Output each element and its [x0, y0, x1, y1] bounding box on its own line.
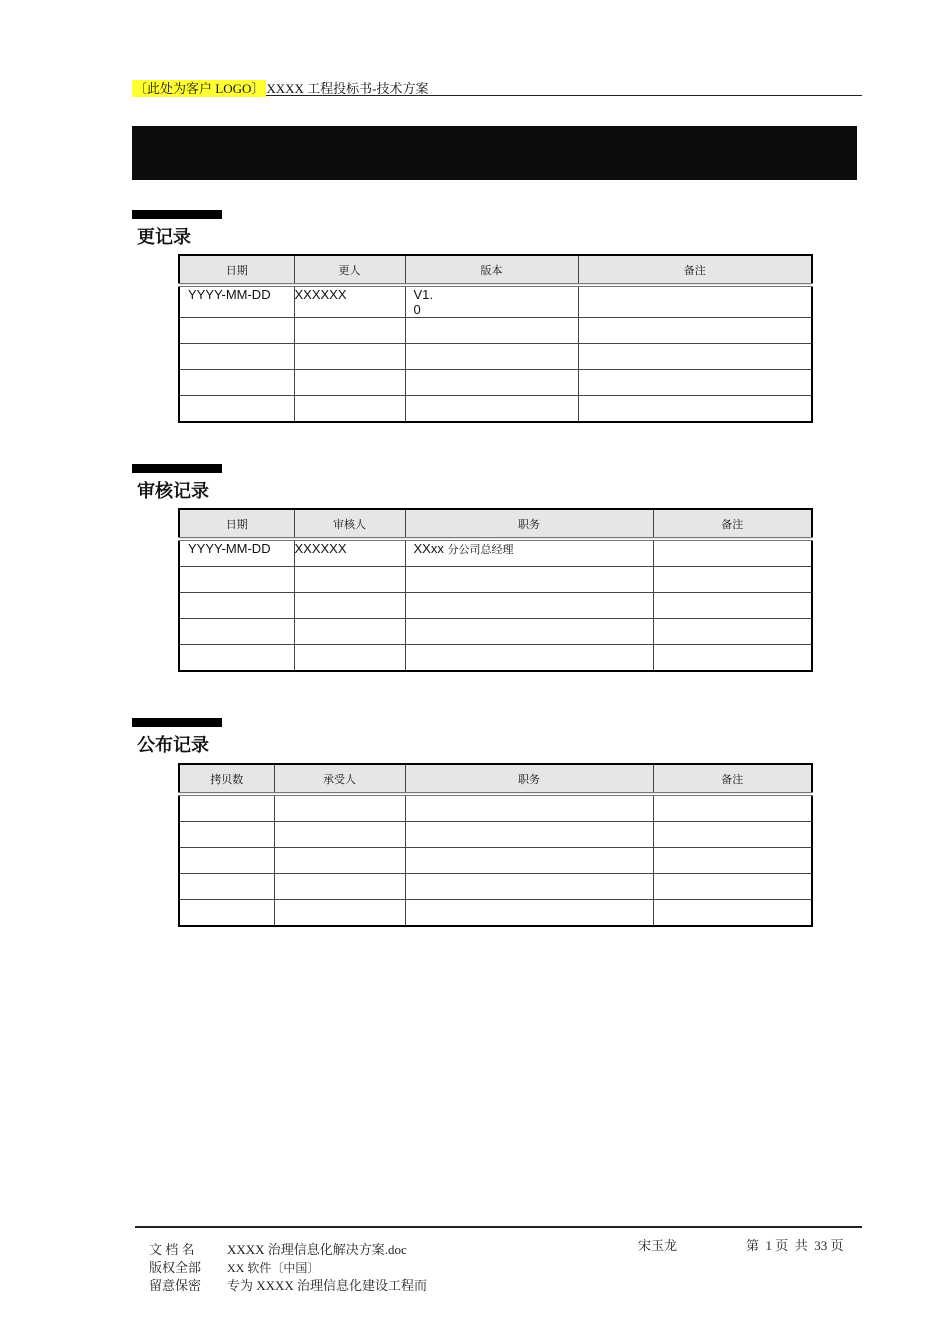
- copyright-value: XX 软件〔中国〕: [227, 1261, 320, 1275]
- col-position: 职务: [405, 509, 653, 539]
- doc-name-value: XXXX 治理信息化解决方案.doc: [227, 1242, 407, 1257]
- table-row: [179, 822, 812, 848]
- table-row: [179, 848, 812, 874]
- col-date: 日期: [179, 255, 294, 285]
- position-title: 分公司总经理: [447, 544, 514, 556]
- col-recipient: 承受人: [274, 764, 405, 794]
- cell-position: [405, 539, 653, 567]
- page-number: 第 1 页 共 33 页: [746, 1238, 844, 1253]
- section-bar: [132, 464, 222, 473]
- cell-version: V1. 0: [405, 285, 578, 318]
- table-row: [179, 344, 812, 370]
- logo-placeholder: 〔此处为客户 LOGO〕: [134, 81, 265, 96]
- cell-reviewer: XXXXXX: [294, 539, 405, 567]
- table-row: [179, 370, 812, 396]
- table-row: [179, 593, 812, 619]
- confidential-label: 留意保密: [149, 1278, 202, 1293]
- cell-note: [578, 285, 812, 318]
- review-record-title: 审核记录: [137, 481, 209, 501]
- table-row: [179, 318, 812, 344]
- publish-record-title: 公布记录: [137, 735, 209, 755]
- footer-labels: [149, 1241, 201, 1295]
- table-row: [179, 794, 812, 822]
- cell-date: YYYY-MM-DD: [179, 285, 294, 318]
- position-code: XXxx: [413, 541, 444, 556]
- footer-values: [227, 1241, 427, 1295]
- table-row: [179, 539, 812, 567]
- table-row: [179, 645, 812, 672]
- cell-changer: XXXXXX: [294, 285, 405, 318]
- change-record-table: [178, 254, 813, 423]
- col-position: 职务: [405, 764, 653, 794]
- col-note: 备注: [653, 764, 812, 794]
- copyright-label: 版权全部: [149, 1260, 202, 1275]
- change-record-title: 更记录: [137, 227, 191, 247]
- doc-name-label: 文 档 名: [149, 1242, 195, 1257]
- page-header: [132, 78, 862, 96]
- table-row: [179, 619, 812, 645]
- footer-author: 宋玉龙: [638, 1238, 678, 1253]
- col-note: 备注: [578, 255, 812, 285]
- col-date: 日期: [179, 509, 294, 539]
- title-banner: [132, 126, 857, 180]
- col-reviewer: 审核人: [294, 509, 405, 539]
- col-changer: 更人: [294, 255, 405, 285]
- table-row: [179, 285, 812, 318]
- section-bar: [132, 718, 222, 727]
- publish-record-table: [178, 763, 813, 927]
- cell-note: [653, 539, 812, 567]
- table-row: [179, 396, 812, 423]
- header-title: XXXX 工程投标书-技术方案: [266, 81, 429, 96]
- review-record-table: [178, 508, 813, 672]
- cell-date: YYYY-MM-DD: [179, 539, 294, 567]
- table-row: [179, 874, 812, 900]
- footer-divider: [135, 1226, 862, 1228]
- col-version: 版本: [405, 255, 578, 285]
- confidential-value: 专为 XXXX 治理信息化建设工程而: [227, 1278, 428, 1293]
- table-row: [179, 900, 812, 927]
- section-bar: [132, 210, 222, 219]
- table-row: [179, 567, 812, 593]
- col-note: 备注: [653, 509, 812, 539]
- col-copies: 拷贝数: [179, 764, 274, 794]
